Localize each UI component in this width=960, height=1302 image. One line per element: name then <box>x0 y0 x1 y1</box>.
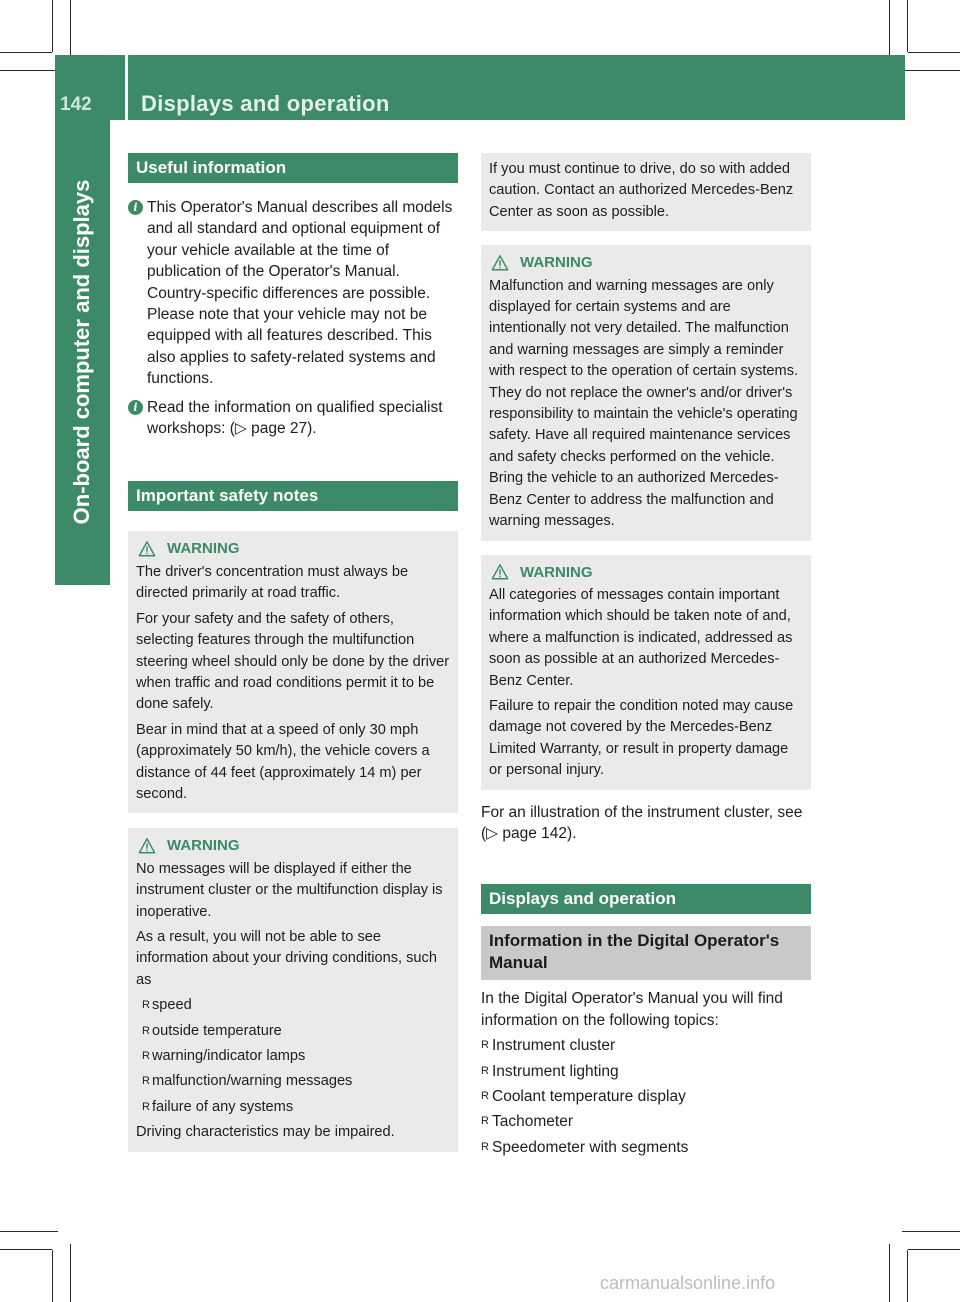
crop-mark <box>889 0 890 58</box>
warning-header <box>489 562 803 583</box>
list-item <box>136 1097 450 1118</box>
crop-mark <box>907 0 908 52</box>
warning-paragraph: For your safety and the safety of others, selecting features through the multifunction steering wheel should only be done by the driver when traffic and road conditions permit it to be done safely. <box>136 610 450 713</box>
info-note <box>128 397 458 440</box>
list-item-text: Speedometer with segments <box>492 1138 689 1156</box>
list-item <box>136 1046 450 1067</box>
crop-mark <box>70 0 71 58</box>
crop-mark <box>52 1250 53 1302</box>
warning-label: WARNING <box>520 254 593 272</box>
crop-mark <box>0 70 58 71</box>
warning-box <box>128 828 458 1151</box>
warning-continuation-box <box>481 153 811 231</box>
warning-paragraph: Malfunction and warning messages are only displayed for certain systems and are intentionally not very detailed. The malfunction and warning messages are simply a reminder with respect to the operation of certain systems. They do not replace the owner's and/or driver's responsibility to maintain the vehicle's operating safety. Have all required maintenance services and safety checks performed on the vehicle. Bring the vehicle to an authorized Mercedes-Benz Center to address the malfunction and warning messages. <box>489 277 799 530</box>
info-circle-icon: i <box>128 200 143 215</box>
section-heading-useful-info: Useful information <box>128 153 458 183</box>
list-item <box>136 1071 450 1092</box>
info-circle-icon: i <box>128 400 143 415</box>
warning-paragraph: No messages will be displayed if either the instrument cluster or the multifunction display is inoperative. <box>136 860 443 920</box>
warning-label: WARNING <box>167 540 240 558</box>
crop-mark <box>907 1250 908 1302</box>
list-item-text: Coolant temperature display <box>492 1088 686 1105</box>
warning-triangle-icon <box>138 540 156 558</box>
warning-box <box>481 245 811 540</box>
info-note-text: Read the information on qualified specialist workshops: (▷ page 27). <box>147 398 443 438</box>
info-note <box>128 197 458 390</box>
info-note-text: This Operator's Manual describes all models and all standard and optional equipment of your vehicle available at the time of publication of the Operator's Manual. Country-specific differences are possible. Please note that your vehicle may not be equipped with all features described. This also applies to safety-related systems and functions. <box>147 199 453 388</box>
subsection-heading-digital-manual: Information in the Digital Operator's Manual <box>481 926 811 980</box>
warning-triangle-icon <box>491 254 509 272</box>
list-item <box>481 1111 811 1132</box>
warning-paragraph: All categories of messages contain important information which should be taken note of and, where a malfunction is indicated, addressed as soon as possible at an authorized Mercedes-Benz Center. <box>489 586 793 689</box>
list-item <box>136 1021 450 1042</box>
bullet-icon: R <box>481 1039 489 1052</box>
warning-triangle-icon <box>491 563 509 581</box>
crop-mark <box>0 1231 58 1232</box>
chapter-tab-label: On-board computer and displays <box>69 179 94 525</box>
list-item-text: Instrument cluster <box>492 1037 616 1055</box>
warning-paragraph: Failure to repair the condition noted may cause damage not covered by the Mercedes-Benz Limited Warranty, or result in property damage or personal injury. <box>489 697 794 779</box>
warning-paragraph: As a result, you will not be able to see information about your driving conditions, such as <box>136 928 437 988</box>
list-item-text: outside temperature <box>152 1022 282 1039</box>
crop-mark <box>0 1249 52 1250</box>
list-item <box>481 1061 811 1082</box>
section-heading-displays: Displays and operation <box>481 884 811 914</box>
page-number: 142 <box>60 94 92 115</box>
warning-paragraph: The driver's concentration must always be directed primarily at road traffic. <box>136 563 409 602</box>
right-column <box>481 153 811 1158</box>
watermark: carmanualsonline.info <box>600 1273 776 1293</box>
bullet-icon: R <box>481 1090 489 1102</box>
section-heading-safety: Important safety notes <box>128 481 458 511</box>
warning-paragraph: Driving characteristics may be impaired. <box>136 1124 395 1141</box>
left-column <box>128 153 458 1152</box>
crop-mark <box>902 70 960 71</box>
page-title: Displays and operation <box>141 91 390 116</box>
crop-mark <box>908 52 960 53</box>
bullet-icon: R <box>142 1024 150 1037</box>
bullet-icon: R <box>481 1064 489 1077</box>
list-item-text: warning/indicator lamps <box>152 1048 306 1064</box>
warning-paragraph: Bear in mind that at a speed of only 30 mph (approximately 50 km/h), the vehicle covers a distance of 44 feet (approximately 14 m) per second. <box>136 721 430 802</box>
list-item-text: malfunction/warning messages <box>152 1073 353 1090</box>
list-item-text: failure of any systems <box>152 1098 294 1115</box>
crop-mark <box>52 0 53 52</box>
list-item-text: Instrument lighting <box>492 1062 619 1080</box>
warning-label: WARNING <box>520 563 593 581</box>
crop-mark <box>908 1249 960 1250</box>
warning-box <box>481 555 811 790</box>
warning-label: WARNING <box>167 837 240 855</box>
list-item <box>481 1035 811 1056</box>
header-divider <box>125 55 128 120</box>
crop-mark <box>902 1231 960 1232</box>
bullet-icon: R <box>481 1115 489 1128</box>
crop-mark <box>70 1244 71 1302</box>
body-paragraph: In the Digital Operator's Manual you will find information on the following topics: <box>481 990 783 1029</box>
bullet-icon: R <box>142 999 150 1012</box>
list-item <box>481 1086 811 1107</box>
warning-box <box>128 531 458 813</box>
warning-header <box>136 538 450 559</box>
warning-header <box>136 835 450 856</box>
bullet-icon: R <box>481 1140 489 1153</box>
bullet-icon: R <box>142 1100 150 1113</box>
list-item-text: Tachometer <box>492 1113 573 1131</box>
bullet-icon: R <box>142 1075 150 1088</box>
bullet-icon: R <box>142 1050 150 1062</box>
warning-header <box>489 252 803 273</box>
warning-paragraph: If you must continue to drive, do so with added caution. Contact an authorized Mercedes-Benz Center as soon as possible. <box>489 161 794 220</box>
list-item <box>136 995 450 1016</box>
body-paragraph: For an illustration of the instrument cluster, see (▷ page 142). <box>481 803 803 842</box>
crop-mark <box>889 1244 890 1302</box>
list-item-text: speed <box>152 997 192 1014</box>
crop-mark <box>0 52 52 53</box>
warning-triangle-icon <box>138 837 156 855</box>
list-item <box>481 1137 811 1158</box>
